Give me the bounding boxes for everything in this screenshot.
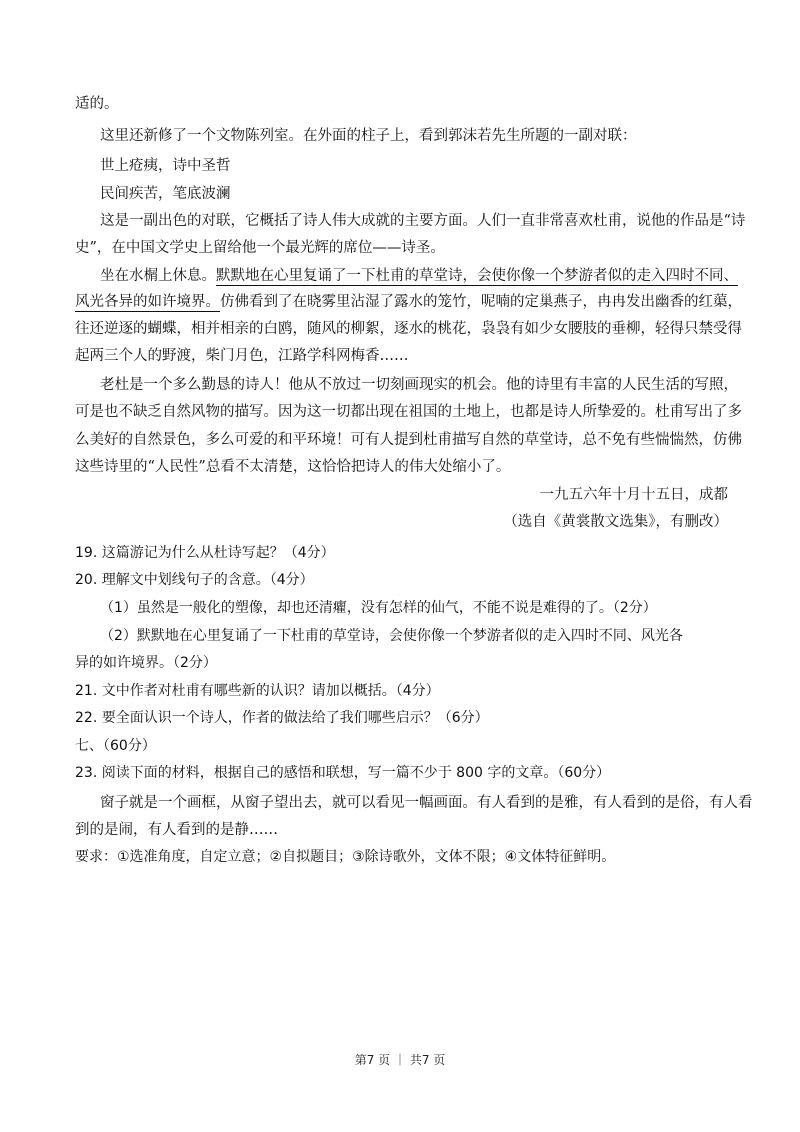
question-23: 23. 阅读下面的材料，根据自己的感悟和联想，写一篇不少于 800 字的文章。（60分） (75, 765, 611, 781)
essay-line: 这里还新修了一个文物陈列室。在外面的柱子上，看到郭沫若先生所题的一副对联： (100, 128, 637, 144)
essay-text: 仿佛看到了在晓雾里沾湿了露水的笼竹，呢喃的定巢燕子，冉冉发出幽香的红蕖， (220, 294, 742, 310)
couplet-line: 民间疾苦，笔底波澜 (100, 186, 231, 202)
page-footer: 第7 页 ｜ 共7 页 (354, 1053, 446, 1067)
essay-date: 一九五六年十月十五日，成都 (539, 487, 728, 503)
essay-line: 适的。 (75, 96, 119, 112)
requirements: 要求：①选准角度，自定立意；②自拟题目；③除诗歌外，文体不限；④文体特征鲜明。 (75, 849, 616, 865)
essay-line (100, 264, 738, 285)
essay-line: 史”，在中国文学史上留给他一个最光辉的席位——诗圣。 (75, 240, 445, 256)
underlined-sentence: 默默地在心里复诵了一下杜甫的草堂诗，会使你像一个梦游者似的走入四时不同、 (216, 268, 738, 284)
question-20: 20. 理解文中划线句子的含意。（4分） (75, 572, 314, 588)
essay-line: 起两三个人的野渡，柴门月色，江路学科网梅香…… (75, 348, 409, 364)
essay-line: 这些诗里的“人民性”总看不太清楚，这恰恰把诗人的伟大处缩小了。 (75, 459, 511, 475)
couplet-line: 世上疮痍，诗中圣哲 (100, 158, 231, 174)
essay-line: 往还逆逐的蝴蝶，相并相亲的白鸥，随风的柳絮，逐水的桃花，袅袅有如少女腰肢的垂柳，轻得只禁受得 (75, 321, 742, 337)
material-line: 窗子就是一个画框，从窗子望出去，就可以看见一幅画面。有人看到的是雅，有人看到的是俗，有人看 (100, 795, 753, 811)
question-22: 22. 要全面认识一个诗人，作者的做法给了我们哪些启示？（6分） (75, 710, 489, 726)
question-21: 21. 文中作者对杜甫有哪些新的认识？请加以概括。（4分） (75, 683, 440, 699)
underlined-sentence: 风光各异的如许境界。 (75, 294, 220, 310)
essay-line: 可是也不缺乏自然风物的描写。因为这一切都出现在祖国的土地上，也都是诗人所挚爱的。杜甫写出了多 (75, 404, 742, 420)
essay-line: 么美好的自然景色，多么可爱的和平环境！可有人提到杜甫描写自然的草堂诗，总不免有些惴惴然，仿佛 (75, 432, 742, 448)
section-heading: 七、（60分） (75, 738, 156, 754)
essay-source: （选自《黄裳散文选集》，有删改） (503, 514, 728, 530)
question-20-1: （1）虽然是一般化的塑像，却也还清癯，没有怎样的仙气，不能不说是难得的了。（2分） (100, 600, 657, 616)
essay-line: 这是一副出色的对联，它概括了诗人伟大成就的主要方面。人们一直非常喜欢杜甫，说他的作品是“诗 (100, 213, 746, 229)
essay-text: 坐在水榍上休息。 (100, 268, 216, 284)
material-line: 到的是闹，有人看到的是静…… (75, 822, 278, 838)
essay-line: 老杜是一个多么勤恳的诗人！他从不放过一切刻画现实的机会。他的诗里有丰富的人民生活的写照， (100, 377, 738, 393)
question-20-2: （2）默默地在心里复诵了一下杜甫的草堂诗，会使你像一个梦游者似的走入四时不同、风光各 (100, 628, 683, 644)
question-19: 19. 这篇游记为什么从杜诗写起？（4分） (75, 545, 335, 561)
essay-line (75, 290, 742, 311)
question-20-2-cont: 异的如许境界。（2分） (75, 655, 217, 671)
